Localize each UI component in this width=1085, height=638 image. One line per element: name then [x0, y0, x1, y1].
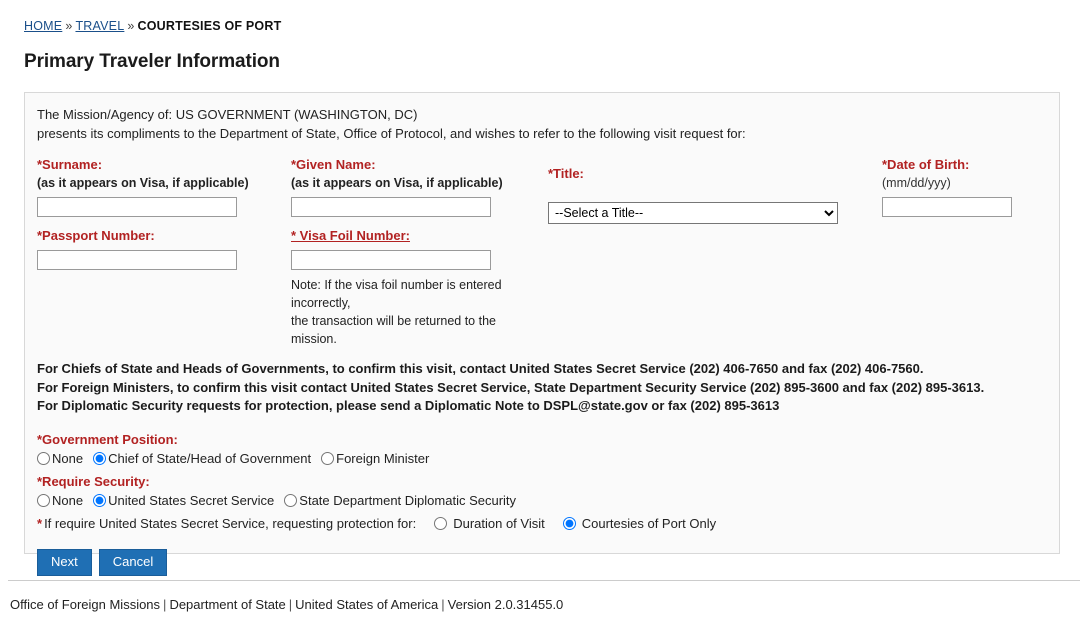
column-surname	[37, 156, 287, 270]
form-buttons	[35, 549, 1049, 576]
date-of-birth-format-hint: (mm/dd/yyy)	[882, 176, 951, 190]
contact-line-2: For Foreign Ministers, to confirm this visit contact United States Secret Service, State Department Security Service (202) 895-3600 and fax (202) 895-3613.	[37, 379, 985, 395]
protection-option-duration[interactable]	[434, 516, 545, 531]
footer-pipe-1: |	[163, 597, 167, 612]
column-title	[548, 165, 898, 224]
contact-instructions	[35, 360, 1049, 416]
visa-foil-note-line-2: the transaction will be returned to the mission.	[291, 314, 496, 346]
protection-label-courtesies[interactable]: Courtesies of Port Only	[581, 515, 717, 531]
government-position-option-chief[interactable]	[93, 451, 311, 466]
breadcrumb-separator-2: »	[127, 19, 135, 33]
given-name-sublabel: (as it appears on Visa, if applicable)	[291, 176, 503, 190]
government-position-option-none[interactable]	[37, 451, 83, 466]
footer-version: Version 2.0.31455.0	[447, 597, 564, 612]
government-position-option-foreign-minister[interactable]	[321, 451, 429, 466]
visa-foil-note-line-1: Note: If the visa foil number is entered incorrectly,	[291, 278, 502, 310]
government-position-radio-chief[interactable]	[93, 452, 106, 465]
require-security-radio-none[interactable]	[37, 494, 50, 507]
title-label: *Title:	[548, 166, 584, 181]
require-security-options	[37, 493, 1049, 508]
protection-label-duration[interactable]: Duration of Visit	[453, 515, 545, 531]
require-security-option-ds[interactable]	[284, 493, 516, 508]
given-name-input[interactable]	[291, 197, 491, 217]
contact-line-3: For Diplomatic Security requests for protection, please send a Diplomatic Note to DSPL@state.gov or fax (202) 895-3613	[37, 398, 780, 413]
protection-label: If require United States Secret Service, requesting protection for:	[44, 515, 417, 531]
require-security-option-none[interactable]	[37, 493, 83, 508]
next-button[interactable]: Next	[37, 549, 92, 576]
date-of-birth-label: *Date of Birth:	[882, 157, 970, 172]
require-security-label-none[interactable]: None	[52, 492, 84, 508]
passport-number-input[interactable]	[37, 250, 237, 270]
given-name-label: *Given Name:	[291, 157, 376, 172]
footer	[10, 597, 563, 612]
cancel-button[interactable]: Cancel	[99, 549, 167, 576]
passport-number-label: *Passport Number:	[37, 228, 155, 243]
protection-radio-courtesies[interactable]	[563, 517, 576, 530]
surname-label: *Surname:	[37, 157, 103, 172]
require-security-group	[35, 472, 1049, 531]
page-title: Primary Traveler Information	[24, 51, 280, 72]
require-security-radio-ds[interactable]	[284, 494, 297, 507]
breadcrumb-link-home[interactable]: HOME	[24, 19, 63, 33]
protection-duration-row	[37, 516, 1049, 531]
date-of-birth-input[interactable]	[882, 197, 1012, 217]
government-position-label-chief[interactable]: Chief of State/Head of Government	[108, 450, 312, 466]
page-content	[24, 0, 1064, 569]
require-security-label: *Require Security:	[37, 473, 150, 489]
government-position-label: *Government Position:	[37, 431, 178, 447]
title-select[interactable]	[548, 202, 838, 224]
breadcrumb	[24, 0, 1064, 33]
primary-traveler-form-panel	[24, 92, 1060, 569]
surname-input[interactable]	[37, 197, 237, 217]
government-position-radio-foreign-minister[interactable]	[321, 452, 334, 465]
protection-radio-duration[interactable]	[434, 517, 447, 530]
footer-pipe-2: |	[288, 597, 293, 612]
footer-department: Department of State	[169, 597, 286, 612]
footer-pipe-3: |	[441, 597, 445, 612]
footer-office: Office of Foreign Missions	[10, 597, 161, 612]
protection-required-star: *	[37, 515, 43, 531]
government-position-radio-none[interactable]	[37, 452, 50, 465]
government-position-options	[37, 451, 1049, 466]
footer-divider	[8, 580, 1080, 581]
breadcrumb-separator-1: »	[65, 19, 73, 33]
government-position-group	[35, 430, 1049, 466]
surname-sublabel: (as it appears on Visa, if applicable)	[37, 176, 249, 190]
require-security-radio-usss[interactable]	[93, 494, 106, 507]
left-rail	[0, 0, 8, 638]
contact-line-1: For Chiefs of State and Heads of Governments, to confirm this visit, contact United States Secret Service (202) 406-7650 and fax (202) 406-7560.	[37, 361, 924, 376]
require-security-option-usss[interactable]	[93, 493, 274, 508]
visa-foil-number-label: * Visa Foil Number:	[291, 228, 410, 243]
column-date-of-birth	[882, 156, 1062, 217]
breadcrumb-current: COURTESIES OF PORT	[137, 19, 282, 33]
require-security-label-ds[interactable]: State Department Diplomatic Security	[299, 492, 517, 508]
intro-line-2: presents its compliments to the Department of State, Office of Protocol, and wishes to refer to the following visit request for:	[37, 126, 746, 141]
form-fields-area	[35, 156, 1049, 356]
footer-country: United States of America	[295, 597, 439, 612]
breadcrumb-link-travel[interactable]: TRAVEL	[75, 19, 125, 33]
government-position-label-foreign-minister[interactable]: Foreign Minister	[336, 450, 430, 466]
require-security-label-usss[interactable]: United States Secret Service	[108, 492, 275, 508]
visa-foil-number-input[interactable]	[291, 250, 491, 270]
intro-line-1: The Mission/Agency of: US GOVERNMENT (WASHINGTON, DC)	[37, 107, 418, 122]
protection-option-courtesies[interactable]	[563, 516, 716, 531]
government-position-label-none[interactable]: None	[52, 450, 84, 466]
column-given-name	[291, 156, 541, 348]
